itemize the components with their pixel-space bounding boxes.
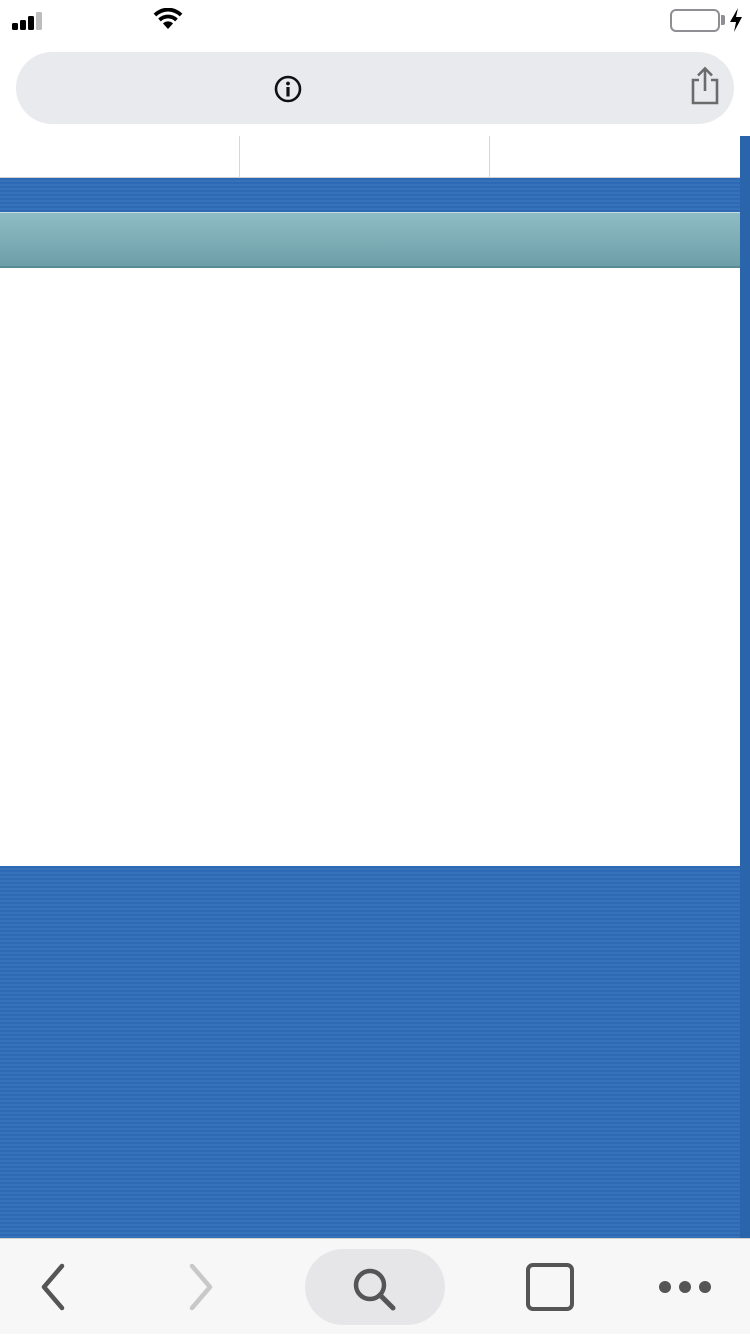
stat-row — [0, 361, 740, 391]
stat-row — [0, 420, 740, 450]
search-button[interactable] — [305, 1249, 445, 1325]
stat-row — [0, 391, 740, 421]
charging-bolt-icon — [728, 7, 744, 33]
back-button[interactable] — [28, 1239, 78, 1335]
chevron-right-icon — [186, 1262, 216, 1312]
table-cell-type — [0, 136, 240, 178]
wifi-icon — [153, 8, 183, 30]
stat-label-clip — [0, 391, 230, 421]
xdsl-statistics-panel — [0, 212, 740, 866]
stat-row — [0, 332, 740, 362]
tabs-button[interactable] — [526, 1263, 574, 1311]
more-dots-icon — [655, 1277, 715, 1297]
table-cell-status — [490, 136, 740, 178]
cellular-signal-icon — [12, 12, 46, 30]
address-bar[interactable] — [16, 52, 734, 124]
page-right-edge — [740, 136, 750, 1238]
battery-icon — [670, 9, 720, 32]
search-icon — [350, 1265, 398, 1313]
address-bar-container — [0, 40, 750, 136]
chevron-left-icon — [38, 1262, 68, 1312]
browser-toolbar — [0, 1238, 750, 1334]
web-page[interactable] — [0, 136, 750, 1238]
stat-row — [0, 302, 740, 332]
forward-button[interactable] — [176, 1239, 226, 1335]
stat-label-clip — [0, 302, 230, 332]
wan-status-table-row — [0, 136, 740, 178]
stat-label-clip — [0, 420, 230, 450]
stat-label-clip — [0, 332, 230, 362]
battery-nub — [721, 15, 725, 25]
port-details-header — [0, 479, 740, 509]
stat-label-clip — [0, 479, 215, 509]
status-bar — [0, 0, 750, 40]
stat-label-clip — [0, 361, 230, 391]
info-circle-icon[interactable] — [274, 75, 302, 103]
table-cell-device — [240, 136, 490, 178]
panel-header — [0, 212, 740, 268]
share-icon[interactable] — [687, 66, 723, 106]
more-button[interactable] — [650, 1239, 720, 1335]
